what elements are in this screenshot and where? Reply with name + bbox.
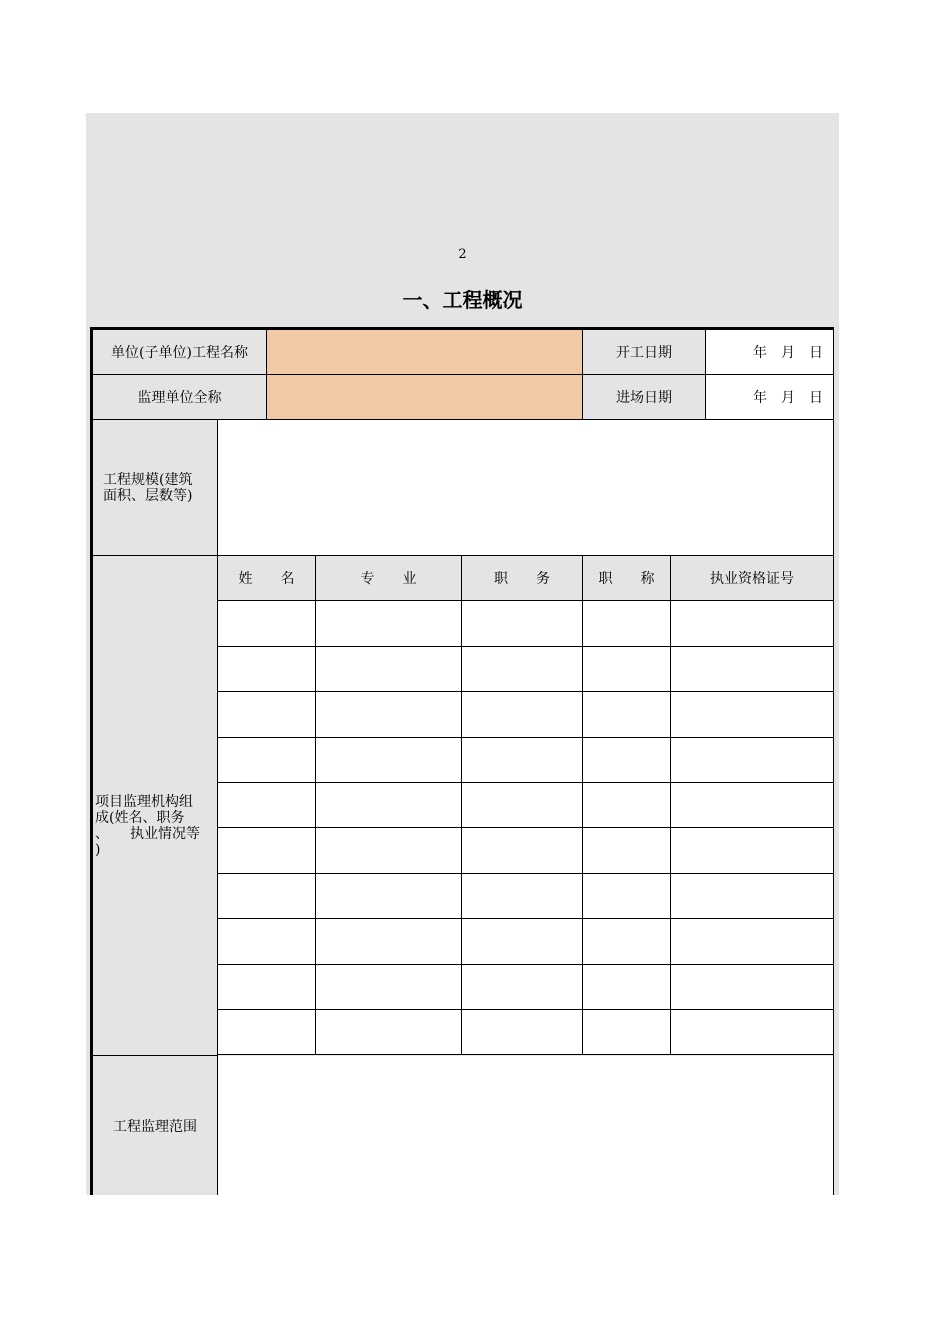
staff-cell-title[interactable] (583, 965, 671, 1010)
staff-cell-name[interactable] (218, 738, 316, 783)
staff-cell-name[interactable] (218, 692, 316, 737)
staff-cell-position[interactable] (462, 783, 583, 828)
staff-cell-specialty[interactable] (316, 828, 462, 873)
staff-cell-title[interactable] (583, 647, 671, 692)
staff-cell-name[interactable] (218, 965, 316, 1010)
staff-header-title: 职 称 (583, 556, 671, 601)
staff-cell-title[interactable] (583, 738, 671, 783)
staff-cell-specialty[interactable] (316, 919, 462, 964)
staff-cell-license-no[interactable] (671, 828, 834, 873)
staff-header-name: 姓 名 (218, 556, 316, 601)
supervisor-field[interactable] (267, 375, 583, 420)
supervisor-label: 监理单位全称 (93, 375, 267, 420)
staff-cell-title[interactable] (583, 601, 671, 646)
staff-cell-title[interactable] (583, 1010, 671, 1055)
staff-cell-specialty[interactable] (316, 1010, 462, 1055)
staff-cell-license-no[interactable] (671, 692, 834, 737)
staff-cell-license-no[interactable] (671, 965, 834, 1010)
staff-cell-position[interactable] (462, 1010, 583, 1055)
staff-cell-license-no[interactable] (671, 601, 834, 646)
staff-cell-specialty[interactable] (316, 647, 462, 692)
staff-cell-specialty[interactable] (316, 738, 462, 783)
start-date-field[interactable]: 年 月 日 (706, 330, 834, 375)
start-date-label: 开工日期 (583, 330, 706, 375)
project-name-field[interactable] (267, 330, 583, 375)
entry-date-label: 进场日期 (583, 375, 706, 420)
page-number: 2 (458, 247, 467, 262)
staff-cell-position[interactable] (462, 601, 583, 646)
scale-label: 工程规模(建筑 面积、层数等) (103, 471, 193, 504)
section-title: 一、工程概况 (402, 288, 523, 312)
scope-label: 工程监理范围 (93, 1056, 218, 1195)
staff-header-specialty: 专 业 (316, 556, 462, 601)
scope-field[interactable] (218, 1056, 834, 1195)
staff-cell-license-no[interactable] (671, 783, 834, 828)
staff-header-license-no: 执业资格证号 (671, 556, 834, 601)
staff-cell-title[interactable] (583, 783, 671, 828)
staff-cell-name[interactable] (218, 828, 316, 873)
staff-cell-specialty[interactable] (316, 965, 462, 1010)
project-name-label: 单位(子单位)工程名称 (93, 330, 267, 375)
staff-cell-position[interactable] (462, 738, 583, 783)
staff-cell-position[interactable] (462, 919, 583, 964)
staff-cell-specialty[interactable] (316, 692, 462, 737)
staff-cell-title[interactable] (583, 828, 671, 873)
staff-cell-specialty[interactable] (316, 874, 462, 919)
staff-cell-specialty[interactable] (316, 601, 462, 646)
scale-field[interactable] (218, 420, 834, 556)
staff-cell-license-no[interactable] (671, 1010, 834, 1055)
staff-cell-position[interactable] (462, 965, 583, 1010)
staff-cell-title[interactable] (583, 919, 671, 964)
staff-cell-title[interactable] (583, 874, 671, 919)
staff-cell-name[interactable] (218, 647, 316, 692)
staff-cell-position[interactable] (462, 874, 583, 919)
staff-cell-name[interactable] (218, 919, 316, 964)
staff-cell-position[interactable] (462, 692, 583, 737)
staff-header-position: 职 务 (462, 556, 583, 601)
staff-cell-license-no[interactable] (671, 738, 834, 783)
entry-date-field[interactable]: 年 月 日 (706, 375, 834, 420)
staff-cell-name[interactable] (218, 1010, 316, 1055)
staff-cell-name[interactable] (218, 783, 316, 828)
staff-cell-license-no[interactable] (671, 874, 834, 919)
staff-cell-title[interactable] (583, 692, 671, 737)
staff-cell-name[interactable] (218, 601, 316, 646)
staff-cell-license-no[interactable] (671, 647, 834, 692)
staff-cell-specialty[interactable] (316, 783, 462, 828)
staff-cell-position[interactable] (462, 828, 583, 873)
staff-cell-name[interactable] (218, 874, 316, 919)
staff-cell-license-no[interactable] (671, 919, 834, 964)
scale-label-cell (93, 420, 218, 556)
org-label-cell (93, 556, 218, 1056)
staff-cell-position[interactable] (462, 647, 583, 692)
org-label: 项目监理机构组 成(姓名、职务 、 执业情况等 ) (95, 793, 200, 858)
